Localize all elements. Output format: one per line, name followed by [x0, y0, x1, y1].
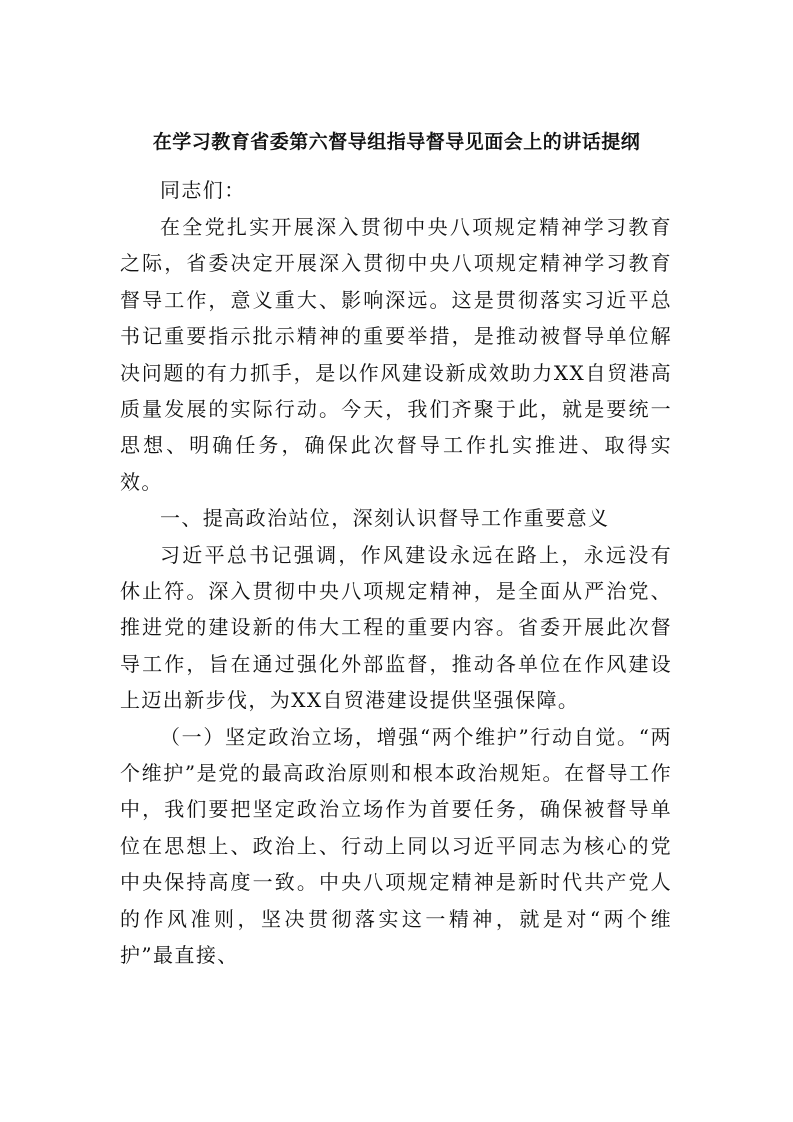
intro-paragraph: 在全党扎实开展深入贯彻中央八项规定精神学习教育之际，省委决定开展深入贯彻中央八项规定精神学习教育督导工作，意义重大、影响深远。这是贯彻落实习近平总书记重要指示批示精神的重要举措，是推动被督导单位解决问题的有力抓手，是以作风建设新成效助力XX自贸港高质量发展的实际行动。今天，我们齐聚于此，就是要统一思想、明确任务，确保此次督导工作扎实推进、取得实效。 [120, 214, 672, 494]
subsection-1-paragraph: （一）坚定政治立场，增强“两个维护”行动自觉。“两个维护”是党的最高政治原则和根本政治规矩。在督导工作中，我们要把坚定政治立场作为首要任务，确保被督导单位在思想上、政治上、行动上同以习近平同志为核心的党中央保持高度一致。中央八项规定精神是新时代共产党人的作风准则，坚决贯彻落实这一精神，就是对“两个维护”最直接、 [120, 724, 672, 968]
section-heading-1: 一、提高政治站位，深刻认识督导工作重要意义 [160, 506, 610, 531]
section-1-paragraph: 习近平总书记强调，作风建设永远在路上，永远没有休止符。深入贯彻中央八项规定精神，是全面从严治党、推进党的建设新的伟大工程的重要内容。省委开展此次督导工作，旨在通过强化外部监督，推动各单位在作风建设上迈出新步伐，为XX自贸港建设提供坚强保障。 [120, 542, 672, 713]
document-title: 在学习教育省委第六督导组指导督导见面会上的讲话提纲 [152, 131, 641, 153]
document-body [120, 172, 672, 973]
greeting-paragraph: 同志们： [160, 178, 246, 202]
